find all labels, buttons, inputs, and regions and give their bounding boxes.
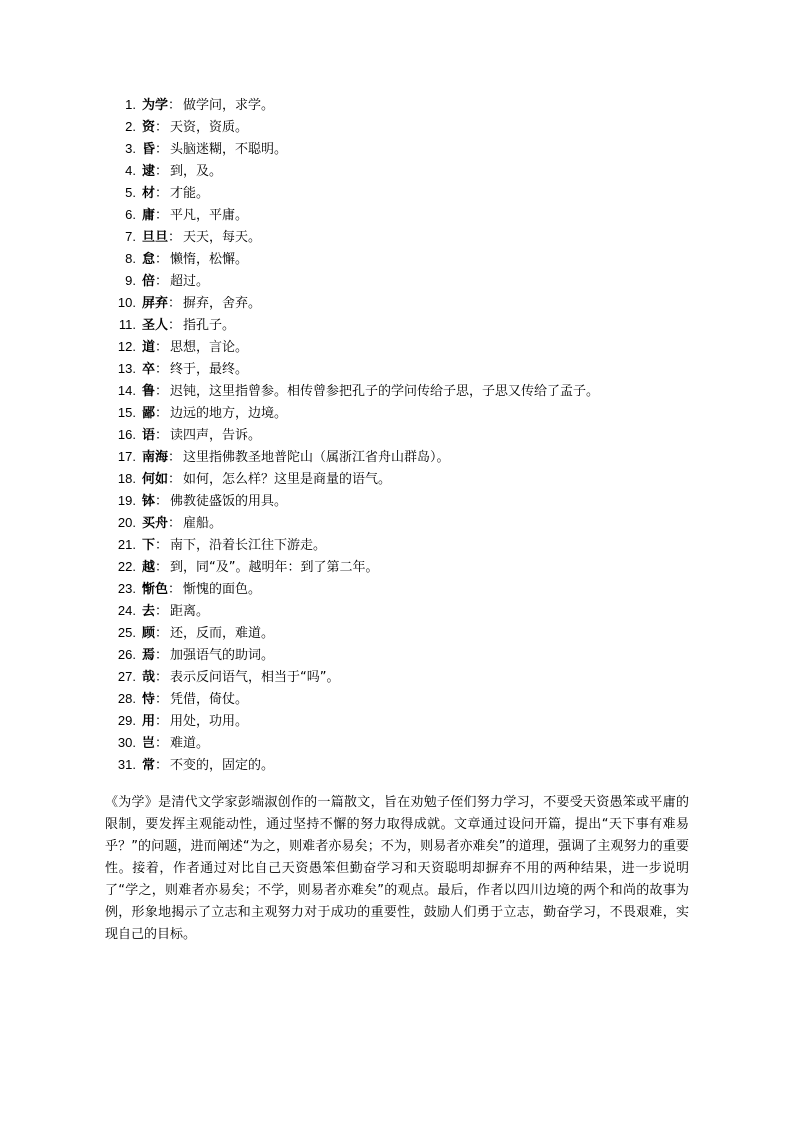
glossary-term: 怠 xyxy=(142,252,156,267)
glossary-term: 何如 xyxy=(142,472,169,487)
glossary-term: 材 xyxy=(142,186,156,201)
glossary-item-number: 11. xyxy=(118,317,136,332)
glossary-item xyxy=(110,380,599,402)
glossary-item xyxy=(110,424,599,446)
glossary-colon: ： xyxy=(168,230,182,245)
glossary-term: 下 xyxy=(142,538,156,553)
glossary-colon: ： xyxy=(155,428,169,443)
glossary-item xyxy=(110,468,599,490)
glossary-colon: ： xyxy=(168,296,182,311)
glossary-item xyxy=(110,160,599,182)
glossary-item-number: 17. xyxy=(117,449,136,464)
glossary-definition: 不变的，固定的。 xyxy=(170,758,275,773)
glossary-term: 南海 xyxy=(142,450,169,465)
glossary-item-number: 28. xyxy=(117,691,136,706)
glossary-definition: 用处，功用。 xyxy=(170,714,249,729)
glossary-colon: ： xyxy=(155,384,169,399)
glossary-item-number: 30. xyxy=(117,735,136,750)
glossary-term: 岂 xyxy=(142,736,156,751)
glossary-item xyxy=(110,402,599,424)
glossary-item xyxy=(110,578,599,600)
glossary-term: 钵 xyxy=(142,494,156,509)
glossary-definition: 天资，资质。 xyxy=(170,120,249,135)
glossary-colon: ： xyxy=(168,98,182,113)
glossary-item xyxy=(110,226,599,248)
glossary-item xyxy=(110,358,599,380)
glossary-term: 昏 xyxy=(142,142,156,157)
glossary-item xyxy=(110,270,599,292)
glossary-item xyxy=(110,248,599,270)
glossary-definition: 天天，每天。 xyxy=(183,230,262,245)
glossary-definition: 这里指佛教圣地普陀山（属浙江省舟山群岛）。 xyxy=(183,450,450,465)
glossary-colon: ： xyxy=(155,142,169,157)
glossary-item-number: 6. xyxy=(125,207,136,222)
glossary-item xyxy=(110,204,599,226)
glossary-term: 语 xyxy=(142,428,156,443)
glossary-definition: 才能。 xyxy=(170,186,210,201)
glossary-definition: 边远的地方，边境。 xyxy=(170,406,288,421)
glossary-item-number: 14. xyxy=(117,383,136,398)
summary-paragraph: 《为学》是清代文学家彭端淑创作的一篇散文，旨在劝勉子侄们努力学习，不要受天资愚笨或平庸的限制，要发挥主观能动性，通过坚持不懈的努力取得成就。文章通过设问开篇，提出“天下事有难易乎？”的问题，进而阐述“为之，则难者亦易矣；不为，则易者亦难矣”的道理，强调了主观努力的重要性。接着，作者通过对比自己天资愚笨但勤奋学习和天资聪明却摒弃不用的两种结果，进一步说明了“学之，则难者亦易矣；不学，则易者亦难矣”的观点。最后，作者以四川边境的两个和尚的故事为例，形象地揭示了立志和主观努力对于成功的重要性，鼓励人们勇于立志，勤奋学习，不畏艰难，实现自己的目标。 xyxy=(105,795,689,942)
glossary-term: 哉 xyxy=(142,670,156,685)
glossary-colon: ： xyxy=(155,604,169,619)
glossary-item-number: 20. xyxy=(117,515,136,530)
glossary-term: 道 xyxy=(142,340,156,355)
glossary-term: 顾 xyxy=(142,626,156,641)
glossary-item-number: 8. xyxy=(125,251,136,266)
glossary-term: 焉 xyxy=(142,648,156,663)
glossary-item-number: 26. xyxy=(117,647,136,662)
glossary-item-number: 16. xyxy=(117,427,136,442)
glossary-definition: 思想，言论。 xyxy=(170,340,249,355)
glossary-item xyxy=(110,534,599,556)
glossary-item-number: 31. xyxy=(117,757,136,772)
glossary-item-number: 2. xyxy=(125,119,136,134)
glossary-term: 圣人 xyxy=(142,318,169,333)
glossary-colon: ： xyxy=(168,318,182,333)
glossary-item-number: 3. xyxy=(125,141,136,156)
glossary-term: 常 xyxy=(142,758,156,773)
glossary-definition: 摒弃，舍弃。 xyxy=(183,296,262,311)
glossary-term: 惭色 xyxy=(142,582,169,597)
glossary-definition: 到，同“及”。越明年：到了第二年。 xyxy=(170,560,379,575)
glossary-term: 用 xyxy=(142,714,156,729)
glossary-definition: 平凡，平庸。 xyxy=(170,208,249,223)
glossary-item xyxy=(110,490,599,512)
glossary-colon: ： xyxy=(155,362,169,377)
glossary-item-number: 21. xyxy=(117,537,136,552)
glossary-item-number: 7. xyxy=(125,229,136,244)
glossary-item-number: 22. xyxy=(117,559,136,574)
glossary-definition: 表示反问语气，相当于“吗”。 xyxy=(170,670,340,685)
glossary-item-number: 13. xyxy=(117,361,136,376)
glossary-colon: ： xyxy=(155,758,169,773)
glossary-definition: 超过。 xyxy=(170,274,210,289)
glossary-colon: ： xyxy=(168,582,182,597)
glossary-term: 鄙 xyxy=(142,406,156,421)
glossary-definition: 雇船。 xyxy=(183,516,223,531)
glossary-colon: ： xyxy=(168,472,182,487)
glossary-item-number: 1. xyxy=(125,97,136,112)
glossary-definition: 加强语气的助词。 xyxy=(170,648,275,663)
glossary-item-number: 10. xyxy=(117,295,136,310)
glossary-term: 资 xyxy=(142,120,156,135)
glossary-definition: 头脑迷糊，不聪明。 xyxy=(170,142,288,157)
glossary-item xyxy=(110,666,599,688)
glossary-item xyxy=(110,644,599,666)
glossary-term: 为学 xyxy=(142,98,169,113)
glossary-definition: 凭借，倚仗。 xyxy=(170,692,249,707)
glossary-definition: 迟钝，这里指曾参。相传曾参把孔子的学问传给子思，子思又传给了孟子。 xyxy=(170,384,600,399)
glossary-colon: ： xyxy=(155,274,169,289)
glossary-colon: ： xyxy=(155,560,169,575)
glossary-item-number: 27. xyxy=(117,669,136,684)
glossary-colon: ： xyxy=(155,208,169,223)
glossary-item xyxy=(110,116,599,138)
glossary-item-number: 19. xyxy=(117,493,136,508)
glossary-definition: 还，反而，难道。 xyxy=(170,626,275,641)
glossary-item xyxy=(110,446,599,468)
glossary-item-number: 5. xyxy=(125,185,136,200)
glossary-definition: 难道。 xyxy=(170,736,210,751)
glossary-colon: ： xyxy=(155,714,169,729)
glossary-item-number: 15. xyxy=(117,405,136,420)
glossary-term: 越 xyxy=(142,560,156,575)
glossary-list xyxy=(110,94,599,776)
glossary-term: 倍 xyxy=(142,274,156,289)
glossary-item xyxy=(110,292,599,314)
glossary-definition: 指孔子。 xyxy=(183,318,236,333)
glossary-term: 鲁 xyxy=(142,384,156,399)
glossary-item xyxy=(110,556,599,578)
glossary-definition: 到，及。 xyxy=(170,164,223,179)
glossary-term: 买舟 xyxy=(142,516,169,531)
glossary-term: 屏弃 xyxy=(142,296,169,311)
glossary-item xyxy=(110,94,599,116)
glossary-item xyxy=(110,512,599,534)
glossary-definition: 如何，怎么样？这里是商量的语气。 xyxy=(183,472,392,487)
glossary-term: 去 xyxy=(142,604,156,619)
glossary-item xyxy=(110,710,599,732)
glossary-colon: ： xyxy=(155,670,169,685)
glossary-colon: ： xyxy=(155,692,169,707)
glossary-item-number: 12. xyxy=(117,339,136,354)
glossary-item xyxy=(110,732,599,754)
glossary-term: 恃 xyxy=(142,692,156,707)
glossary-term: 卒 xyxy=(142,362,156,377)
glossary-definition: 做学问，求学。 xyxy=(183,98,275,113)
glossary-item xyxy=(110,600,599,622)
glossary-colon: ： xyxy=(155,538,169,553)
glossary-colon: ： xyxy=(155,164,169,179)
glossary-definition: 读四声，告诉。 xyxy=(170,428,262,443)
glossary-definition: 距离。 xyxy=(170,604,210,619)
glossary-item-number: 29. xyxy=(117,713,136,728)
glossary-colon: ： xyxy=(155,626,169,641)
glossary-term: 逮 xyxy=(142,164,156,179)
glossary-item xyxy=(110,754,599,776)
glossary-item-number: 18. xyxy=(117,471,136,486)
glossary-definition: 终于，最终。 xyxy=(170,362,249,377)
glossary-item-number: 23. xyxy=(117,581,136,596)
glossary-colon: ： xyxy=(168,516,182,531)
glossary-definition: 惭愧的面色。 xyxy=(183,582,262,597)
glossary-item-number: 9. xyxy=(125,273,136,288)
glossary-item xyxy=(110,688,599,710)
glossary-term: 庸 xyxy=(142,208,156,223)
glossary-definition: 懒惰，松懈。 xyxy=(170,252,249,267)
glossary-colon: ： xyxy=(155,186,169,201)
glossary-item xyxy=(110,622,599,644)
glossary-colon: ： xyxy=(155,120,169,135)
glossary-item xyxy=(110,314,599,336)
glossary-item xyxy=(110,182,599,204)
glossary-colon: ： xyxy=(168,450,182,465)
glossary-term: 旦旦 xyxy=(142,230,169,245)
glossary-colon: ： xyxy=(155,252,169,267)
glossary-colon: ： xyxy=(155,736,169,751)
glossary-item xyxy=(110,138,599,160)
glossary-definition: 南下，沿着长江往下游走。 xyxy=(170,538,327,553)
glossary-colon: ： xyxy=(155,406,169,421)
glossary-item-number: 25. xyxy=(117,625,136,640)
glossary-colon: ： xyxy=(155,340,169,355)
glossary-colon: ： xyxy=(155,648,169,663)
glossary-item-number: 24. xyxy=(117,603,136,618)
glossary-definition: 佛教徒盛饭的用具。 xyxy=(170,494,288,509)
glossary-item xyxy=(110,336,599,358)
glossary-item-number: 4. xyxy=(125,163,136,178)
glossary-colon: ： xyxy=(155,494,169,509)
